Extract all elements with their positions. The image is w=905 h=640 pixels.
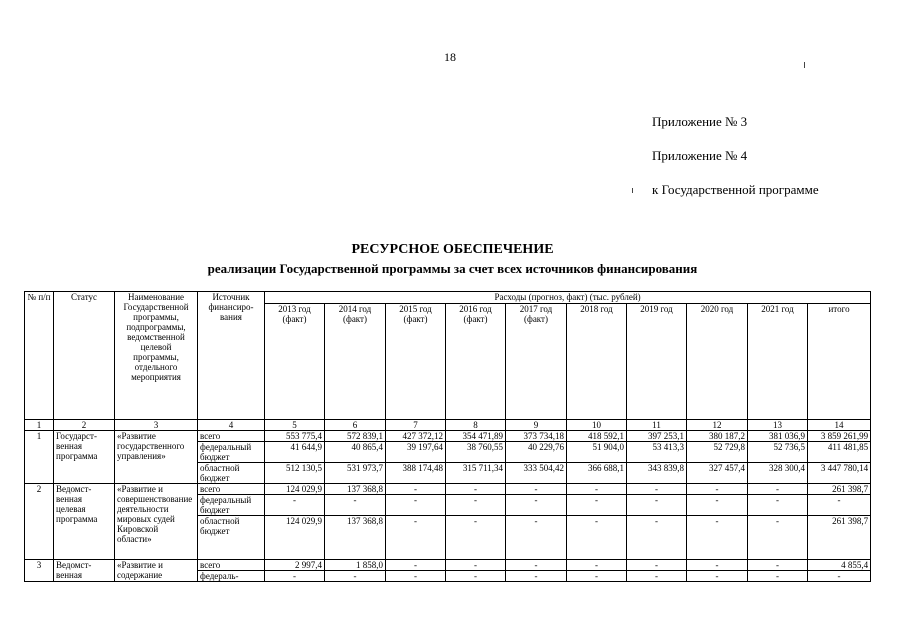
value-cell: 137 368,8 bbox=[325, 516, 386, 560]
source-cell: областной бюджет bbox=[198, 463, 265, 484]
value-cell: 397 253,1 bbox=[627, 431, 687, 442]
column-number-cell: 8 bbox=[446, 420, 506, 431]
source-cell: всего bbox=[198, 431, 265, 442]
value-cell: - bbox=[386, 495, 446, 516]
year-header-cell: 2014 год (факт) bbox=[325, 304, 386, 420]
header-num: № п/п bbox=[25, 292, 54, 420]
value-cell: 333 504,42 bbox=[506, 463, 567, 484]
column-number-cell: 7 bbox=[386, 420, 446, 431]
value-cell: - bbox=[506, 495, 567, 516]
value-cell: - bbox=[446, 571, 506, 582]
year-header-cell: 2013 год (факт) bbox=[265, 304, 325, 420]
row-number-cell: 3 bbox=[25, 560, 54, 582]
year-header-cell: 2019 год bbox=[627, 304, 687, 420]
value-cell: 39 197,64 bbox=[386, 442, 446, 463]
value-cell: 373 734,18 bbox=[506, 431, 567, 442]
appendix-line-2: Приложение № 4 bbox=[652, 148, 748, 163]
column-number-cell: 12 bbox=[687, 420, 748, 431]
value-cell: - bbox=[386, 516, 446, 560]
value-cell: 418 592,1 bbox=[567, 431, 627, 442]
value-cell: 3 447 780,14 bbox=[808, 463, 871, 484]
value-cell: - bbox=[446, 484, 506, 495]
value-cell: - bbox=[386, 484, 446, 495]
value-cell: 553 775,4 bbox=[265, 431, 325, 442]
value-cell: - bbox=[627, 571, 687, 582]
column-number-cell: 13 bbox=[748, 420, 808, 431]
value-cell: - bbox=[567, 516, 627, 560]
value-cell: - bbox=[506, 516, 567, 560]
scan-speck bbox=[804, 62, 805, 68]
value-cell: 41 644,9 bbox=[265, 442, 325, 463]
value-cell: 531 973,7 bbox=[325, 463, 386, 484]
value-cell: - bbox=[687, 560, 748, 571]
source-cell: областной бюджет bbox=[198, 516, 265, 560]
value-cell: 1 858,0 bbox=[325, 560, 386, 571]
value-cell: - bbox=[265, 571, 325, 582]
value-cell: - bbox=[567, 560, 627, 571]
year-header-cell: 2021 год bbox=[748, 304, 808, 420]
value-cell: - bbox=[567, 495, 627, 516]
value-cell: 124 029,9 bbox=[265, 516, 325, 560]
value-cell: - bbox=[446, 560, 506, 571]
column-number-cell: 4 bbox=[198, 420, 265, 431]
value-cell: - bbox=[627, 516, 687, 560]
appendix-line-1: Приложение № 3 bbox=[652, 114, 748, 129]
value-cell: 366 688,1 bbox=[567, 463, 627, 484]
year-header-cell: 2020 год bbox=[687, 304, 748, 420]
value-cell: 343 839,8 bbox=[627, 463, 687, 484]
value-cell: 40 229,76 bbox=[506, 442, 567, 463]
column-number-cell: 1 bbox=[25, 420, 54, 431]
value-cell: 327 457,4 bbox=[687, 463, 748, 484]
value-cell: 137 368,8 bbox=[325, 484, 386, 495]
value-cell: 427 372,12 bbox=[386, 431, 446, 442]
value-cell: - bbox=[687, 571, 748, 582]
year-header-cell: итого bbox=[808, 304, 871, 420]
column-number-row bbox=[25, 420, 871, 431]
value-cell: - bbox=[627, 495, 687, 516]
value-cell: - bbox=[446, 495, 506, 516]
value-cell: - bbox=[748, 484, 808, 495]
value-cell: - bbox=[325, 571, 386, 582]
value-cell: - bbox=[748, 516, 808, 560]
program-name-cell: «Развитие и совершенствование деятельности мировых судей Кировской области» bbox=[115, 484, 198, 560]
year-header-cell: 2017 год (факт) bbox=[506, 304, 567, 420]
value-cell: - bbox=[386, 571, 446, 582]
table-row bbox=[25, 431, 871, 442]
column-number-cell: 9 bbox=[506, 420, 567, 431]
source-cell: федеральный бюджет bbox=[198, 495, 265, 516]
value-cell: - bbox=[567, 571, 627, 582]
header-status: Статус bbox=[54, 292, 115, 420]
column-number-cell: 5 bbox=[265, 420, 325, 431]
column-number-cell: 2 bbox=[54, 420, 115, 431]
status-cell: Ведомственная bbox=[54, 560, 115, 582]
value-cell: 411 481,85 bbox=[808, 442, 871, 463]
year-header-cell: 2018 год bbox=[567, 304, 627, 420]
program-name-cell: «Развитие и содержание bbox=[115, 560, 198, 582]
value-cell: - bbox=[687, 484, 748, 495]
value-cell: - bbox=[325, 495, 386, 516]
column-number-cell: 3 bbox=[115, 420, 198, 431]
value-cell: - bbox=[808, 571, 871, 582]
value-cell: - bbox=[386, 560, 446, 571]
table-row bbox=[25, 560, 871, 571]
program-name-cell: «Развитие государственного управления» bbox=[115, 431, 198, 484]
value-cell: 388 174,48 bbox=[386, 463, 446, 484]
value-cell: 53 413,3 bbox=[627, 442, 687, 463]
column-number-cell: 11 bbox=[627, 420, 687, 431]
value-cell: - bbox=[808, 495, 871, 516]
value-cell: 40 865,4 bbox=[325, 442, 386, 463]
appendix-line-3: к Государственной программе bbox=[652, 182, 819, 197]
document-title: РЕСУРСНОЕ ОБЕСПЕЧЕНИЕ bbox=[351, 242, 554, 257]
header-source: Источник финансирования bbox=[198, 292, 265, 420]
column-number-cell: 6 bbox=[325, 420, 386, 431]
value-cell: - bbox=[748, 495, 808, 516]
value-cell: 572 839,1 bbox=[325, 431, 386, 442]
value-cell: - bbox=[627, 560, 687, 571]
value-cell: 52 736,5 bbox=[748, 442, 808, 463]
resource-table bbox=[24, 291, 871, 582]
value-cell: - bbox=[627, 484, 687, 495]
value-cell: 354 471,89 bbox=[446, 431, 506, 442]
value-cell: 124 029,9 bbox=[265, 484, 325, 495]
value-cell: 315 711,34 bbox=[446, 463, 506, 484]
year-header-cell: 2016 год (факт) bbox=[446, 304, 506, 420]
page-number: 18 bbox=[444, 50, 456, 64]
value-cell: - bbox=[687, 495, 748, 516]
header-expenses: Расходы (прогноз, факт) (тыс. рублей) bbox=[265, 292, 871, 304]
value-cell: 328 300,4 bbox=[748, 463, 808, 484]
value-cell: 261 398,7 bbox=[808, 516, 871, 560]
value-cell: 380 187,2 bbox=[687, 431, 748, 442]
value-cell: - bbox=[506, 560, 567, 571]
header-row bbox=[25, 292, 871, 304]
scan-speck bbox=[632, 188, 633, 193]
value-cell: - bbox=[748, 560, 808, 571]
source-cell: всего bbox=[198, 560, 265, 571]
value-cell: 2 997,4 bbox=[265, 560, 325, 571]
value-cell: 381 036,9 bbox=[748, 431, 808, 442]
value-cell: - bbox=[446, 516, 506, 560]
source-cell: федераль- bbox=[198, 571, 265, 582]
source-cell: федеральный бюджет bbox=[198, 442, 265, 463]
source-cell: всего bbox=[198, 484, 265, 495]
value-cell: - bbox=[687, 516, 748, 560]
value-cell: - bbox=[567, 484, 627, 495]
table-row bbox=[25, 484, 871, 495]
row-number-cell: 2 bbox=[25, 484, 54, 560]
value-cell: 51 904,0 bbox=[567, 442, 627, 463]
row-number-cell: 1 bbox=[25, 431, 54, 484]
document-subtitle: реализации Государственной программы за счет всех источников финансирования bbox=[207, 261, 698, 276]
value-cell: 3 859 261,99 bbox=[808, 431, 871, 442]
value-cell: 38 760,55 bbox=[446, 442, 506, 463]
value-cell: - bbox=[506, 484, 567, 495]
value-cell: - bbox=[265, 495, 325, 516]
value-cell: - bbox=[506, 571, 567, 582]
column-number-cell: 10 bbox=[567, 420, 627, 431]
status-cell: Государственная программа bbox=[54, 431, 115, 484]
value-cell: 261 398,7 bbox=[808, 484, 871, 495]
column-number-cell: 14 bbox=[808, 420, 871, 431]
value-cell: - bbox=[748, 571, 808, 582]
value-cell: 52 729,8 bbox=[687, 442, 748, 463]
value-cell: 512 130,5 bbox=[265, 463, 325, 484]
year-header-cell: 2015 год (факт) bbox=[386, 304, 446, 420]
status-cell: Ведомственная целевая программа bbox=[54, 484, 115, 560]
header-name: Наименование Государственной программы, подпрограммы, ведомственной целевой программы, отдельного мероприятия bbox=[115, 292, 198, 420]
value-cell: 4 855,4 bbox=[808, 560, 871, 571]
